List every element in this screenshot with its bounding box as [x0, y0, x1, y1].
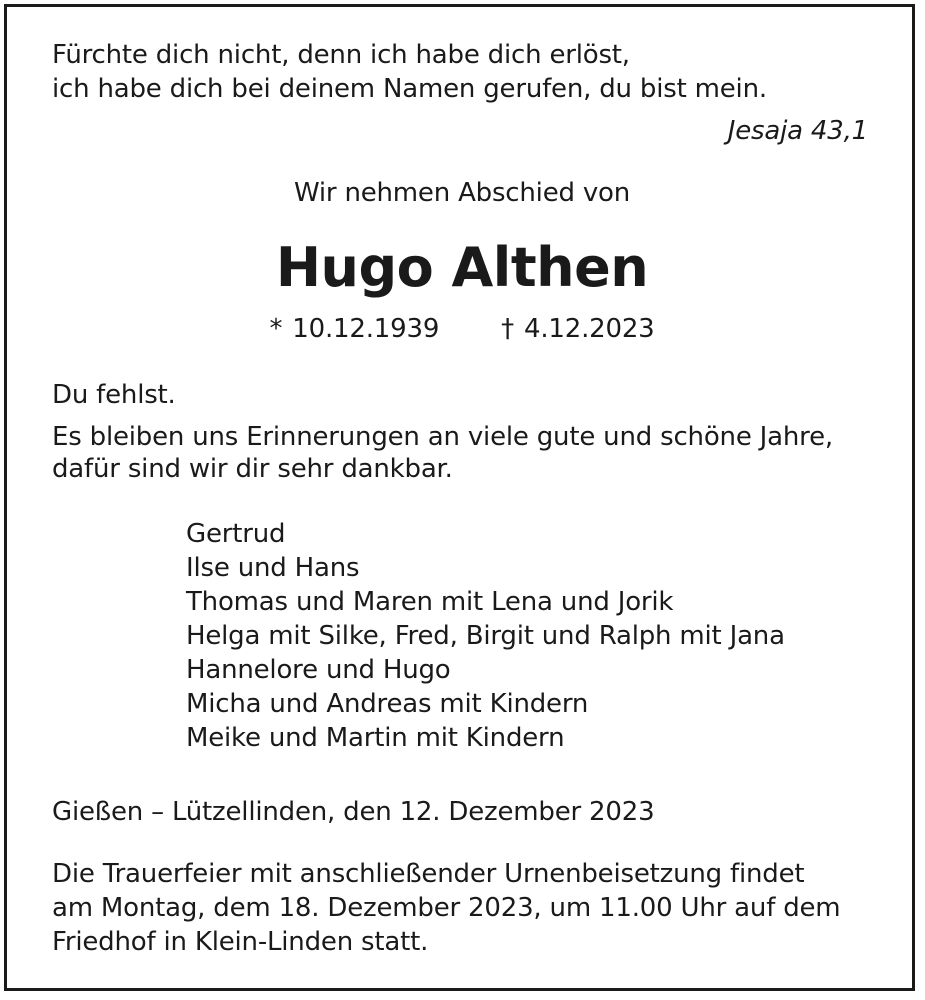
mourner-entry: Hannelore und Hugo — [186, 655, 451, 685]
message-line-3: dafür sind wir dir sehr dankbar. — [52, 454, 453, 484]
farewell-heading: Wir nehmen Abschied von — [293, 178, 631, 208]
notice-border — [4, 4, 915, 991]
message-line-1: Du fehlst. — [52, 380, 176, 410]
mourner-entry: Ilse und Hans — [186, 553, 360, 583]
deceased-name: Hugo Althen — [275, 236, 649, 299]
verse-reference: Jesaja 43,1 — [727, 116, 868, 146]
mourners-list — [186, 517, 785, 755]
birth-date-group — [269, 314, 439, 344]
place-and-date: Gießen – Lützellinden, den 12. Dezember 2023 — [52, 797, 655, 827]
death-date: 4.12.2023 — [523, 314, 655, 344]
death-cross-symbol: † — [501, 314, 514, 344]
verse-line-1: Fürchte dich nicht, denn ich habe dich erlöst, — [52, 40, 630, 70]
death-date-group — [501, 314, 654, 344]
life-dates — [52, 312, 872, 346]
birth-symbol: * — [269, 314, 283, 344]
birth-date: 10.12.1939 — [292, 314, 440, 344]
message-line-2: Es bleiben uns Erinnerungen an viele gute und schöne Jahre, — [52, 422, 833, 452]
verse-line-2: ich habe dich bei deinem Namen gerufen, du bist mein. — [52, 74, 767, 104]
service-line-1: Die Trauerfeier mit anschließender Urnenbeisetzung findet — [52, 859, 805, 889]
service-line-3: Friedhof in Klein-Linden statt. — [52, 927, 429, 957]
mourner-entry: Meike und Martin mit Kindern — [186, 723, 565, 753]
mourner-entry: Thomas und Maren mit Lena und Jorik — [186, 587, 674, 617]
service-line-2: am Montag, dem 18. Dezember 2023, um 11.00 Uhr auf dem — [52, 893, 841, 923]
mourner-entry: Helga mit Silke, Fred, Birgit und Ralph mit Jana — [186, 621, 785, 651]
mourner-entry: Gertrud — [186, 519, 286, 549]
mourner-entry: Micha und Andreas mit Kindern — [186, 689, 589, 719]
